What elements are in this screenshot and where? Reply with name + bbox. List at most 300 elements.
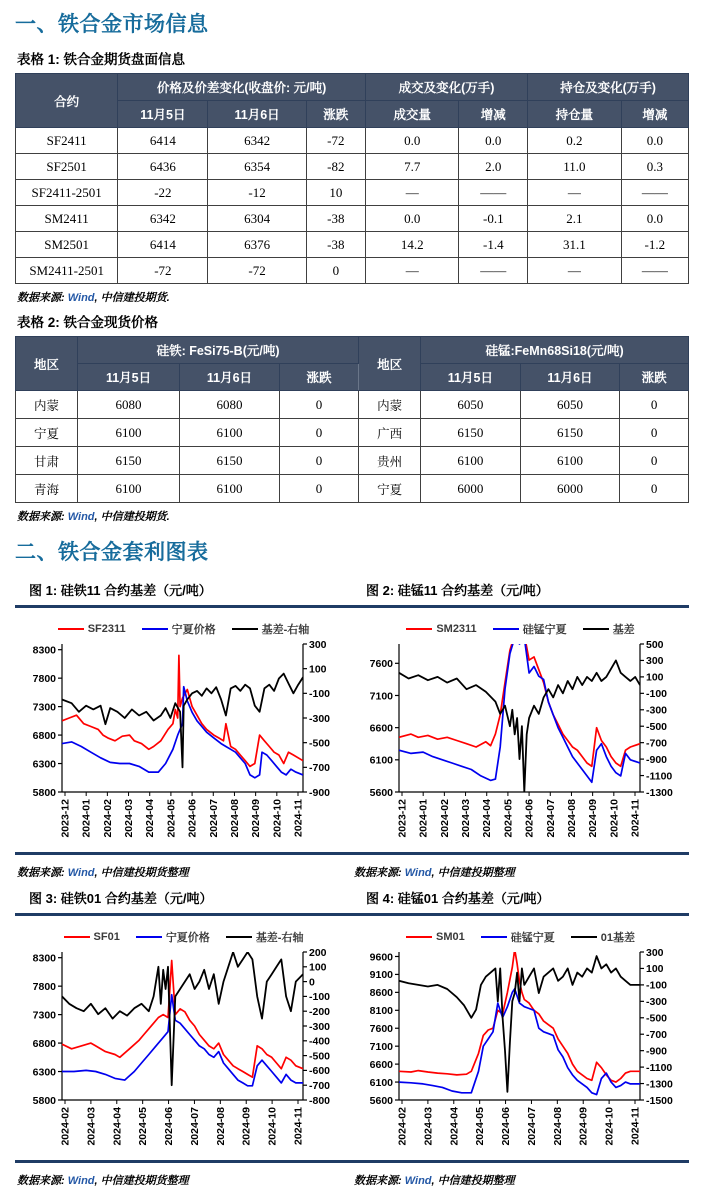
col-header-femn-nov5: 11月5日 <box>421 364 521 391</box>
svg-text:2024-04: 2024-04 <box>481 799 494 838</box>
svg-text:2024-06: 2024-06 <box>500 1107 513 1146</box>
svg-text:5600: 5600 <box>369 1094 393 1107</box>
source-prefix: 数据来源: <box>17 292 68 304</box>
svg-text:2024-03: 2024-03 <box>422 1107 435 1146</box>
table-cell: 7.7 <box>365 154 459 180</box>
table-cell: 6304 <box>208 206 306 232</box>
svg-text:6100: 6100 <box>369 1076 393 1089</box>
col-header-femn-change: 涨跌 <box>620 364 689 391</box>
legend-item <box>406 931 465 943</box>
svg-text:2024-02: 2024-02 <box>101 799 114 838</box>
table-cell: SM2501 <box>16 232 118 258</box>
source-prefix: 数据来源: <box>354 867 405 879</box>
legend-label: SM2311 <box>436 623 477 635</box>
svg-text:-1300: -1300 <box>646 1078 673 1091</box>
table-cell: 内蒙 <box>359 391 421 419</box>
col-group-femn: 硅锰:FeMn68Si18(元/吨) <box>421 337 689 364</box>
table-cell: —— <box>459 258 528 284</box>
table-cell: 贵州 <box>359 447 421 475</box>
table-row <box>16 419 689 447</box>
table-cell: SF2411 <box>16 128 118 154</box>
col-header-oi-change: 增减 <box>621 101 688 128</box>
divider-rule <box>15 605 689 608</box>
table-cell: 0.0 <box>365 128 459 154</box>
table-cell: SM2411-2501 <box>16 258 118 284</box>
table-cell: 6100 <box>520 447 620 475</box>
table-cell: 10 <box>306 180 365 206</box>
table-cell: 31.1 <box>528 232 622 258</box>
legend-line-icon <box>136 936 162 938</box>
legend-item <box>64 931 120 943</box>
table-cell: -72 <box>118 258 208 284</box>
figure1-legend <box>58 620 310 638</box>
svg-text:-100: -100 <box>646 979 668 992</box>
svg-text:2024-11: 2024-11 <box>292 799 305 837</box>
svg-text:-900: -900 <box>309 786 331 799</box>
legend-label: 宁夏价格 <box>165 932 210 944</box>
figure4-caption: 图 4: 硅锰01 合约基差（元/吨） <box>366 891 550 906</box>
svg-text:2024-06: 2024-06 <box>186 799 199 838</box>
svg-text:2024-01: 2024-01 <box>417 799 430 838</box>
svg-text:2024-10: 2024-10 <box>266 1107 279 1146</box>
table-cell: 0 <box>279 447 358 475</box>
table-cell: — <box>365 180 459 206</box>
table-cell: 0 <box>279 475 358 503</box>
table-row <box>16 128 689 154</box>
svg-text:-900: -900 <box>646 1045 668 1058</box>
figure4 <box>352 920 689 1158</box>
legend-item <box>571 929 635 945</box>
svg-text:6600: 6600 <box>369 722 393 735</box>
svg-text:2024-01: 2024-01 <box>80 799 93 838</box>
spot-table-body <box>16 391 689 503</box>
svg-text:2024-11: 2024-11 <box>629 799 642 837</box>
table-cell: 14.2 <box>365 232 459 258</box>
svg-text:2024-06: 2024-06 <box>523 799 536 838</box>
table-cell: -12 <box>208 180 306 206</box>
figure2-source <box>354 864 689 880</box>
table-cell: 6354 <box>208 154 306 180</box>
table-cell: SF2411-2501 <box>16 180 118 206</box>
table-cell: 6100 <box>180 419 280 447</box>
legend-item <box>493 621 567 637</box>
legend-item <box>136 929 210 945</box>
table-row <box>16 475 689 503</box>
svg-text:2024-08: 2024-08 <box>214 1107 227 1146</box>
source-org: , 中信建投期货. <box>94 292 170 304</box>
figure2-caption: 图 2: 硅锰11 合约基差（元/吨） <box>366 583 549 598</box>
table-cell: —— <box>459 180 528 206</box>
table-cell: 0 <box>620 391 689 419</box>
table-cell: -0.1 <box>459 206 528 232</box>
source-org: , 中信建投期整理 <box>431 1175 515 1187</box>
svg-text:8300: 8300 <box>32 644 56 657</box>
svg-text:-700: -700 <box>646 737 668 750</box>
svg-text:7300: 7300 <box>32 1009 56 1022</box>
figure2 <box>352 612 689 850</box>
legend-item <box>481 929 555 945</box>
figure1 <box>15 612 352 850</box>
legend-label: 基差-右轴 <box>261 624 310 636</box>
svg-text:2024-09: 2024-09 <box>587 799 600 838</box>
svg-text:-700: -700 <box>309 1080 331 1092</box>
table-cell: SF2501 <box>16 154 118 180</box>
col-header-change: 涨跌 <box>306 101 365 128</box>
table-cell: 0.0 <box>365 206 459 232</box>
svg-text:8300: 8300 <box>32 952 56 965</box>
table-cell: 6100 <box>421 447 521 475</box>
table-cell: 甘肃 <box>16 447 78 475</box>
table-cell: 0.2 <box>528 128 622 154</box>
table-cell: 6050 <box>421 391 521 419</box>
svg-text:-300: -300 <box>309 1020 331 1033</box>
svg-text:2024-04: 2024-04 <box>448 1107 461 1146</box>
legend-item <box>142 621 216 637</box>
table-cell: — <box>528 258 622 284</box>
svg-text:9600: 9600 <box>369 951 393 964</box>
svg-text:6800: 6800 <box>32 729 56 742</box>
svg-text:-300: -300 <box>646 704 668 717</box>
svg-text:-500: -500 <box>646 1012 668 1025</box>
svg-text:100: 100 <box>646 671 664 684</box>
svg-text:2024-05: 2024-05 <box>502 799 515 838</box>
svg-text:6300: 6300 <box>32 1066 56 1079</box>
col-header-nov5: 11月5日 <box>118 101 208 128</box>
svg-text:2023-12: 2023-12 <box>59 799 72 838</box>
svg-text:6100: 6100 <box>369 754 393 767</box>
table-cell: 6342 <box>118 206 208 232</box>
svg-text:2024-11: 2024-11 <box>629 1107 642 1145</box>
col-group-price: 价格及价差变化(收盘价: 元/吨) <box>118 74 366 101</box>
svg-text:2024-03: 2024-03 <box>123 799 136 838</box>
col-header-region-femn: 地区 <box>359 337 421 391</box>
svg-text:-600: -600 <box>309 1065 331 1078</box>
legend-line-icon <box>406 628 432 630</box>
table-cell: 青海 <box>16 475 78 503</box>
svg-text:100: 100 <box>309 961 327 974</box>
svg-text:2024-04: 2024-04 <box>111 1107 124 1146</box>
table-cell: 内蒙 <box>16 391 78 419</box>
col-header-volume: 成交量 <box>365 101 459 128</box>
table-cell: -38 <box>306 206 365 232</box>
divider-rule <box>15 852 689 855</box>
spot-price-table <box>15 336 689 503</box>
table-cell: 6000 <box>520 475 620 503</box>
col-header-contract: 合约 <box>16 74 118 128</box>
svg-text:2024-08: 2024-08 <box>228 799 241 838</box>
svg-text:2024-07: 2024-07 <box>544 799 557 838</box>
figure2-legend <box>406 620 634 638</box>
svg-text:300: 300 <box>646 946 664 959</box>
svg-text:2024-02: 2024-02 <box>59 1107 72 1146</box>
svg-text:-1300: -1300 <box>646 786 673 799</box>
svg-text:7100: 7100 <box>369 690 393 703</box>
table-cell: SM2411 <box>16 206 118 232</box>
figure3-chart <box>16 946 351 1158</box>
table-cell: 6150 <box>520 419 620 447</box>
table-cell: 0.3 <box>621 154 688 180</box>
table1-source <box>17 289 689 305</box>
table-row <box>16 258 689 284</box>
legend-line-icon <box>583 628 609 630</box>
svg-text:6600: 6600 <box>369 1058 393 1071</box>
table-cell: 6150 <box>421 419 521 447</box>
table-cell: 6150 <box>180 447 280 475</box>
svg-text:-500: -500 <box>309 1050 331 1063</box>
svg-text:9100: 9100 <box>369 969 393 982</box>
table-cell: 6100 <box>77 475 179 503</box>
section-2-title: 二、铁合金套利图表 <box>15 541 209 564</box>
col-group-fesi: 硅铁: FeSi75-B(元/吨) <box>77 337 358 364</box>
table-row <box>16 447 689 475</box>
table-cell: 6050 <box>520 391 620 419</box>
svg-text:300: 300 <box>309 638 327 651</box>
table-row <box>16 232 689 258</box>
legend-item <box>226 929 304 945</box>
table-cell: 0.0 <box>621 206 688 232</box>
legend-label: SM01 <box>436 931 465 943</box>
table-cell: 0 <box>279 391 358 419</box>
table-cell: — <box>528 180 622 206</box>
svg-text:2024-07: 2024-07 <box>525 1107 538 1146</box>
legend-item <box>232 621 310 637</box>
source-org: , 中信建投期整理 <box>431 867 515 879</box>
table-cell: 6000 <box>421 475 521 503</box>
table-cell: 宁夏 <box>16 419 78 447</box>
svg-text:8600: 8600 <box>369 987 393 1000</box>
svg-text:7600: 7600 <box>369 1023 393 1036</box>
figure4-chart <box>353 946 688 1158</box>
table-cell: 0 <box>279 419 358 447</box>
svg-text:6800: 6800 <box>32 1037 56 1050</box>
svg-text:2024-10: 2024-10 <box>271 799 284 838</box>
legend-label: 硅锰宁夏 <box>510 932 555 944</box>
legend-label: 硅锰宁夏 <box>522 624 567 636</box>
divider-rule <box>15 1160 689 1163</box>
table-cell: 6342 <box>208 128 306 154</box>
table-cell: -1.2 <box>621 232 688 258</box>
table-cell: 6100 <box>180 475 280 503</box>
figure3 <box>15 920 352 1158</box>
col-group-oi: 持仓及变化(万手) <box>528 74 689 101</box>
source-org: , 中信建投期货整理 <box>94 1175 189 1187</box>
table-cell: 6436 <box>118 154 208 180</box>
table-cell: -72 <box>306 128 365 154</box>
table-cell: 6376 <box>208 232 306 258</box>
table-cell: 6414 <box>118 128 208 154</box>
legend-line-icon <box>493 628 519 630</box>
svg-text:2024-09: 2024-09 <box>250 799 263 838</box>
svg-text:7800: 7800 <box>32 672 56 685</box>
svg-text:6300: 6300 <box>32 758 56 771</box>
svg-text:100: 100 <box>646 963 664 976</box>
table2-source <box>17 508 689 524</box>
col-header-fesi-change: 涨跌 <box>279 364 358 391</box>
svg-text:2024-10: 2024-10 <box>608 799 621 838</box>
svg-text:-1500: -1500 <box>646 1094 673 1107</box>
svg-text:500: 500 <box>646 638 664 651</box>
table-cell: 6100 <box>77 419 179 447</box>
svg-text:2024-09: 2024-09 <box>577 1107 590 1146</box>
table-cell: 0 <box>620 475 689 503</box>
svg-text:0: 0 <box>309 976 315 989</box>
legend-line-icon <box>481 936 507 938</box>
svg-text:2024-10: 2024-10 <box>603 1107 616 1146</box>
table-cell: 0 <box>620 447 689 475</box>
legend-line-icon <box>142 628 168 630</box>
legend-line-icon <box>406 936 432 938</box>
svg-text:-800: -800 <box>309 1094 331 1107</box>
table-cell: 宁夏 <box>359 475 421 503</box>
legend-line-icon <box>232 628 258 630</box>
table-cell: 0.0 <box>621 128 688 154</box>
table-cell: -72 <box>208 258 306 284</box>
table-cell: 广西 <box>359 419 421 447</box>
legend-label: 基差-右轴 <box>255 932 304 944</box>
col-header-nov6: 11月6日 <box>208 101 306 128</box>
svg-text:-100: -100 <box>309 688 331 701</box>
svg-text:2024-11: 2024-11 <box>292 1107 305 1145</box>
source-prefix: 数据来源: <box>17 867 68 879</box>
svg-text:-900: -900 <box>646 753 668 766</box>
legend-line-icon <box>226 936 252 938</box>
svg-text:-200: -200 <box>309 1006 331 1018</box>
table1-caption: 表格 1: 铁合金期货盘面信息 <box>17 52 186 67</box>
svg-text:2024-03: 2024-03 <box>460 799 473 838</box>
legend-label: 基差 <box>612 624 635 636</box>
svg-text:5800: 5800 <box>32 1094 56 1107</box>
source-prefix: 数据来源: <box>17 511 68 523</box>
table2-caption: 表格 2: 铁合金现货价格 <box>17 315 159 330</box>
divider-rule <box>15 913 689 916</box>
svg-text:-300: -300 <box>309 712 331 725</box>
figure3-source <box>17 1172 352 1188</box>
figure1-chart <box>16 638 351 850</box>
svg-text:200: 200 <box>309 946 327 959</box>
figure1-caption: 图 1: 硅铁11 合约基差（元/吨） <box>29 583 212 598</box>
table-cell: 2.1 <box>528 206 622 232</box>
source-wind: Wind <box>67 1175 95 1187</box>
col-header-region-fesi: 地区 <box>16 337 78 391</box>
svg-text:5800: 5800 <box>32 786 56 799</box>
source-wind: Wind <box>404 1175 432 1187</box>
col-header-oi: 持仓量 <box>528 101 622 128</box>
svg-text:7800: 7800 <box>32 980 56 993</box>
table-cell: 11.0 <box>528 154 622 180</box>
svg-text:2024-08: 2024-08 <box>565 799 578 838</box>
table-cell: 6080 <box>77 391 179 419</box>
source-wind: Wind <box>67 511 95 523</box>
svg-text:7600: 7600 <box>369 658 393 671</box>
legend-line-icon <box>58 628 84 630</box>
legend-label: SF01 <box>93 931 120 943</box>
svg-text:2024-06: 2024-06 <box>163 1107 176 1146</box>
section-1-title: 一、铁合金市场信息 <box>15 13 209 36</box>
table-cell: 0 <box>306 258 365 284</box>
table-cell: — <box>365 258 459 284</box>
svg-text:2024-07: 2024-07 <box>188 1107 201 1146</box>
table-row <box>16 180 689 206</box>
legend-line-icon <box>571 936 597 938</box>
svg-text:-1100: -1100 <box>646 770 673 783</box>
table-cell: -38 <box>306 232 365 258</box>
futures-table <box>15 73 689 284</box>
svg-text:2024-05: 2024-05 <box>165 799 178 838</box>
svg-text:-100: -100 <box>309 991 331 1004</box>
table-cell: -1.4 <box>459 232 528 258</box>
table-cell: —— <box>621 258 688 284</box>
table-cell: 6414 <box>118 232 208 258</box>
col-header-fesi-nov6: 11月6日 <box>180 364 280 391</box>
futures-table-body <box>16 128 689 284</box>
table-cell: 6080 <box>180 391 280 419</box>
source-wind: Wind <box>67 867 95 879</box>
table-cell: 0 <box>620 419 689 447</box>
svg-text:300: 300 <box>646 655 664 668</box>
svg-text:2024-08: 2024-08 <box>551 1107 564 1146</box>
figure4-source <box>354 1172 689 1188</box>
legend-label: SF2311 <box>87 623 126 635</box>
legend-item <box>58 623 126 635</box>
table-cell: —— <box>621 180 688 206</box>
table-cell: 0.0 <box>459 128 528 154</box>
svg-text:-500: -500 <box>309 737 331 750</box>
legend-label: 01基差 <box>600 932 635 944</box>
legend-label: 宁夏价格 <box>171 624 216 636</box>
svg-text:5600: 5600 <box>369 786 393 799</box>
figure1-source <box>17 864 352 880</box>
svg-text:2024-04: 2024-04 <box>144 799 157 838</box>
svg-text:2024-07: 2024-07 <box>207 799 220 838</box>
svg-text:2024-05: 2024-05 <box>137 1107 150 1146</box>
svg-text:7100: 7100 <box>369 1040 393 1053</box>
figure3-caption: 图 3: 硅铁01 合约基差（元/吨） <box>29 891 213 906</box>
source-wind: Wind <box>404 867 432 879</box>
source-wind: Wind <box>67 292 95 304</box>
svg-text:-500: -500 <box>646 721 668 734</box>
legend-item <box>583 621 635 637</box>
figure4-legend <box>406 928 635 946</box>
svg-text:2024-03: 2024-03 <box>85 1107 98 1146</box>
col-header-femn-nov6: 11月6日 <box>520 364 620 391</box>
table-cell: 2.0 <box>459 154 528 180</box>
svg-text:2024-09: 2024-09 <box>240 1107 253 1146</box>
table-cell: 6150 <box>77 447 179 475</box>
svg-text:-1100: -1100 <box>646 1061 673 1074</box>
svg-text:2023-12: 2023-12 <box>396 799 409 838</box>
table-row <box>16 154 689 180</box>
source-org: , 中信建投期货整理 <box>94 867 189 879</box>
svg-text:2024-05: 2024-05 <box>474 1107 487 1146</box>
source-prefix: 数据来源: <box>17 1175 68 1187</box>
legend-item <box>406 623 476 635</box>
svg-text:-300: -300 <box>646 996 668 1009</box>
table-row <box>16 206 689 232</box>
svg-text:2024-02: 2024-02 <box>438 799 451 838</box>
svg-text:-700: -700 <box>646 1029 668 1042</box>
figure2-chart <box>353 638 688 850</box>
table-cell: -82 <box>306 154 365 180</box>
figure3-legend <box>64 928 304 946</box>
svg-text:8100: 8100 <box>369 1005 393 1018</box>
svg-text:-100: -100 <box>646 688 668 701</box>
svg-text:2024-02: 2024-02 <box>396 1107 409 1146</box>
col-header-volume-change: 增减 <box>459 101 528 128</box>
svg-text:-700: -700 <box>309 762 331 775</box>
svg-text:100: 100 <box>309 663 327 676</box>
source-prefix: 数据来源: <box>354 1175 405 1187</box>
col-header-fesi-nov5: 11月5日 <box>77 364 179 391</box>
